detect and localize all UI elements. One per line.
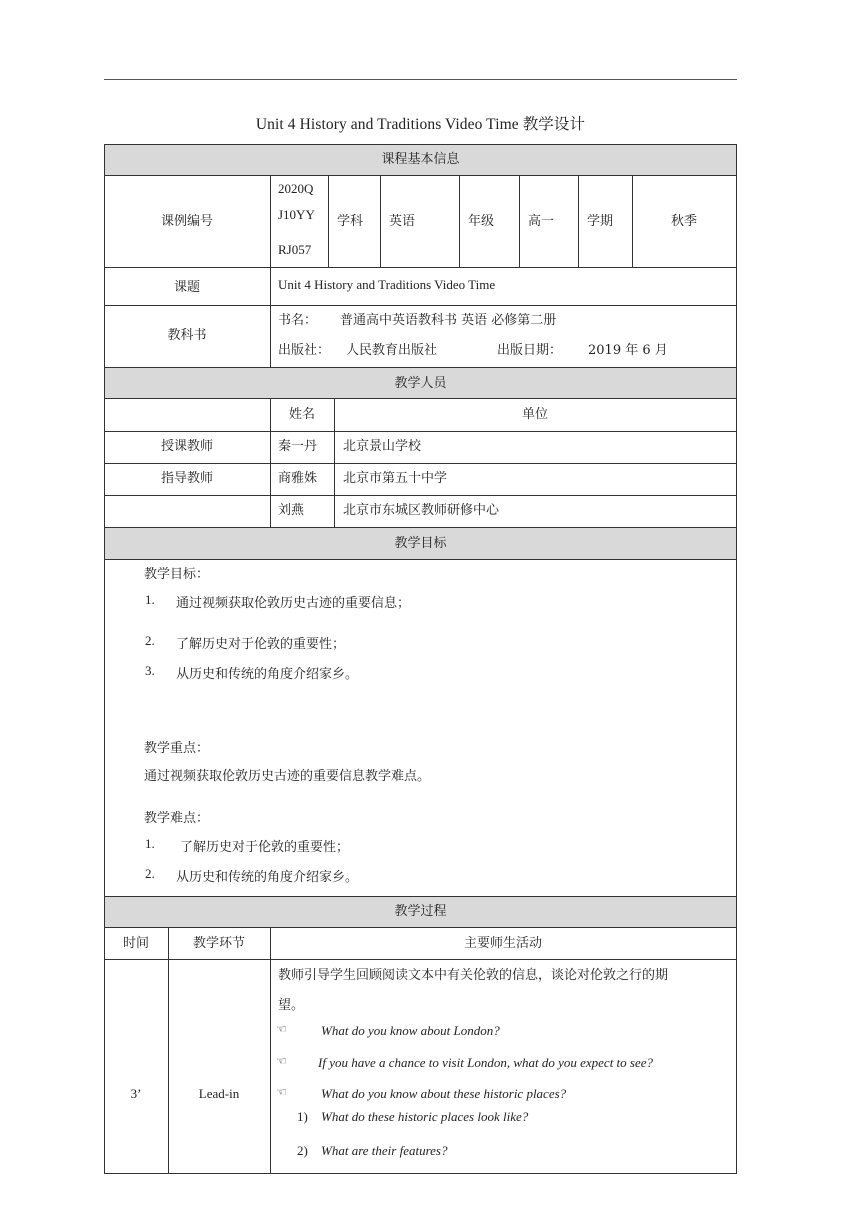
objective-num-3: 3. (145, 663, 155, 678)
objective-text-1: 通过视频获取伦敦历史古迹的重要信息； (176, 596, 411, 611)
key-points-text: 通过视频获取伦敦历史古迹的重要信息教学难点。 (144, 769, 431, 784)
staff-unit-3: 北京市东城区教师研修中心 (343, 503, 500, 518)
staff-role-1: 授课教师 (160, 439, 213, 454)
code-value-line-3: RJ057 (278, 242, 312, 257)
staff-name-2: 商雅姝 (278, 471, 318, 486)
code-label: 课例编号 (160, 214, 213, 229)
staff-name-3: 刘燕 (278, 503, 305, 518)
staff-unit-header: 单位 (521, 407, 548, 422)
process-stage-1: Lead-in (198, 1086, 240, 1101)
difficult-num-1: 1. (145, 836, 155, 851)
document-title: Unit 4 History and Traditions Video Time 教学设计 (255, 116, 586, 133)
activity-intro-line-1: 教师引导学生回顾阅读文本中有关伦敦的信息，谈论对伦敦之行的期 (278, 968, 669, 983)
key-points-label: 教学重点： (144, 741, 210, 756)
staff-name-header: 姓名 (288, 407, 315, 422)
publisher-label: 出版社： (278, 343, 331, 358)
section-header-staff: 教学人员 (394, 376, 447, 391)
sub-question-2: What are their features? (321, 1143, 448, 1158)
staff-role-2: 指导教师 (160, 471, 213, 486)
term-label: 学期 (587, 214, 614, 229)
question-1: What do you know about London? (321, 1023, 500, 1038)
activity-intro-line-2: 望。 (278, 998, 305, 1013)
pointing-hand-icon: ☜ (276, 1054, 287, 1068)
process-time-1: 3’ (130, 1086, 142, 1101)
pointing-hand-icon: ☜ (276, 1022, 287, 1036)
difficult-num-2: 2. (145, 866, 155, 881)
objective-text-2: 了解历史对于伦敦的重要性； (176, 637, 346, 652)
difficult-text-2: 从历史和传统的角度介绍家乡。 (176, 870, 359, 885)
term-value: 秋季 (670, 214, 697, 229)
objective-num-1: 1. (145, 592, 155, 607)
lesson-plan-table (104, 144, 737, 1174)
col-stage-header: 教学环节 (192, 936, 245, 951)
staff-name-1: 秦一丹 (278, 439, 318, 454)
book-name-label: 书名： (278, 313, 318, 328)
textbook-label: 教科书 (167, 328, 207, 343)
objective-text-3: 从历史和传统的角度介绍家乡。 (176, 667, 359, 682)
question-3: What do you know about these historic places? (321, 1086, 567, 1101)
staff-unit-1: 北京景山学校 (343, 439, 422, 454)
objective-num-2: 2. (145, 633, 155, 648)
section-header-course-info: 课程基本信息 (381, 152, 460, 167)
difficult-points-label: 教学难点： (144, 811, 210, 826)
col-time-header: 时间 (122, 936, 149, 951)
pub-date-value: 2019 年 6 月 (588, 343, 668, 358)
pub-date-label: 出版日期： (497, 343, 563, 358)
grade-label: 年级 (468, 214, 495, 229)
pointing-hand-icon: ☜ (276, 1085, 287, 1099)
sub-question-1: What do these historic places look like? (321, 1109, 529, 1124)
topic-label: 课题 (173, 280, 200, 295)
grade-value: 高一 (528, 214, 555, 229)
code-value-line-1: 2020Q (278, 181, 314, 196)
staff-unit-2: 北京市第五十中学 (343, 471, 448, 486)
section-header-goals: 教学目标 (394, 536, 447, 551)
section-header-process: 教学过程 (394, 904, 447, 919)
code-value-line-2: J10YY (278, 207, 315, 222)
col-activity-header: 主要师生活动 (463, 936, 542, 951)
subject-value: 英语 (389, 214, 416, 229)
header-rule (104, 79, 737, 80)
sub-question-num-2: 2) (297, 1143, 308, 1158)
subject-label: 学科 (337, 214, 364, 229)
objectives-label: 教学目标： (144, 567, 210, 582)
question-2: If you have a chance to visit London, what do you expect to see? (318, 1055, 654, 1070)
sub-question-num-1: 1) (297, 1109, 308, 1124)
book-name-value: 普通高中英语教科书 英语 必修第二册 (340, 313, 557, 328)
publisher-value: 人民教育出版社 (346, 343, 438, 358)
topic-value: Unit 4 History and Traditions Video Time (278, 277, 496, 292)
difficult-text-1: 了解历史对于伦敦的重要性； (180, 840, 350, 855)
